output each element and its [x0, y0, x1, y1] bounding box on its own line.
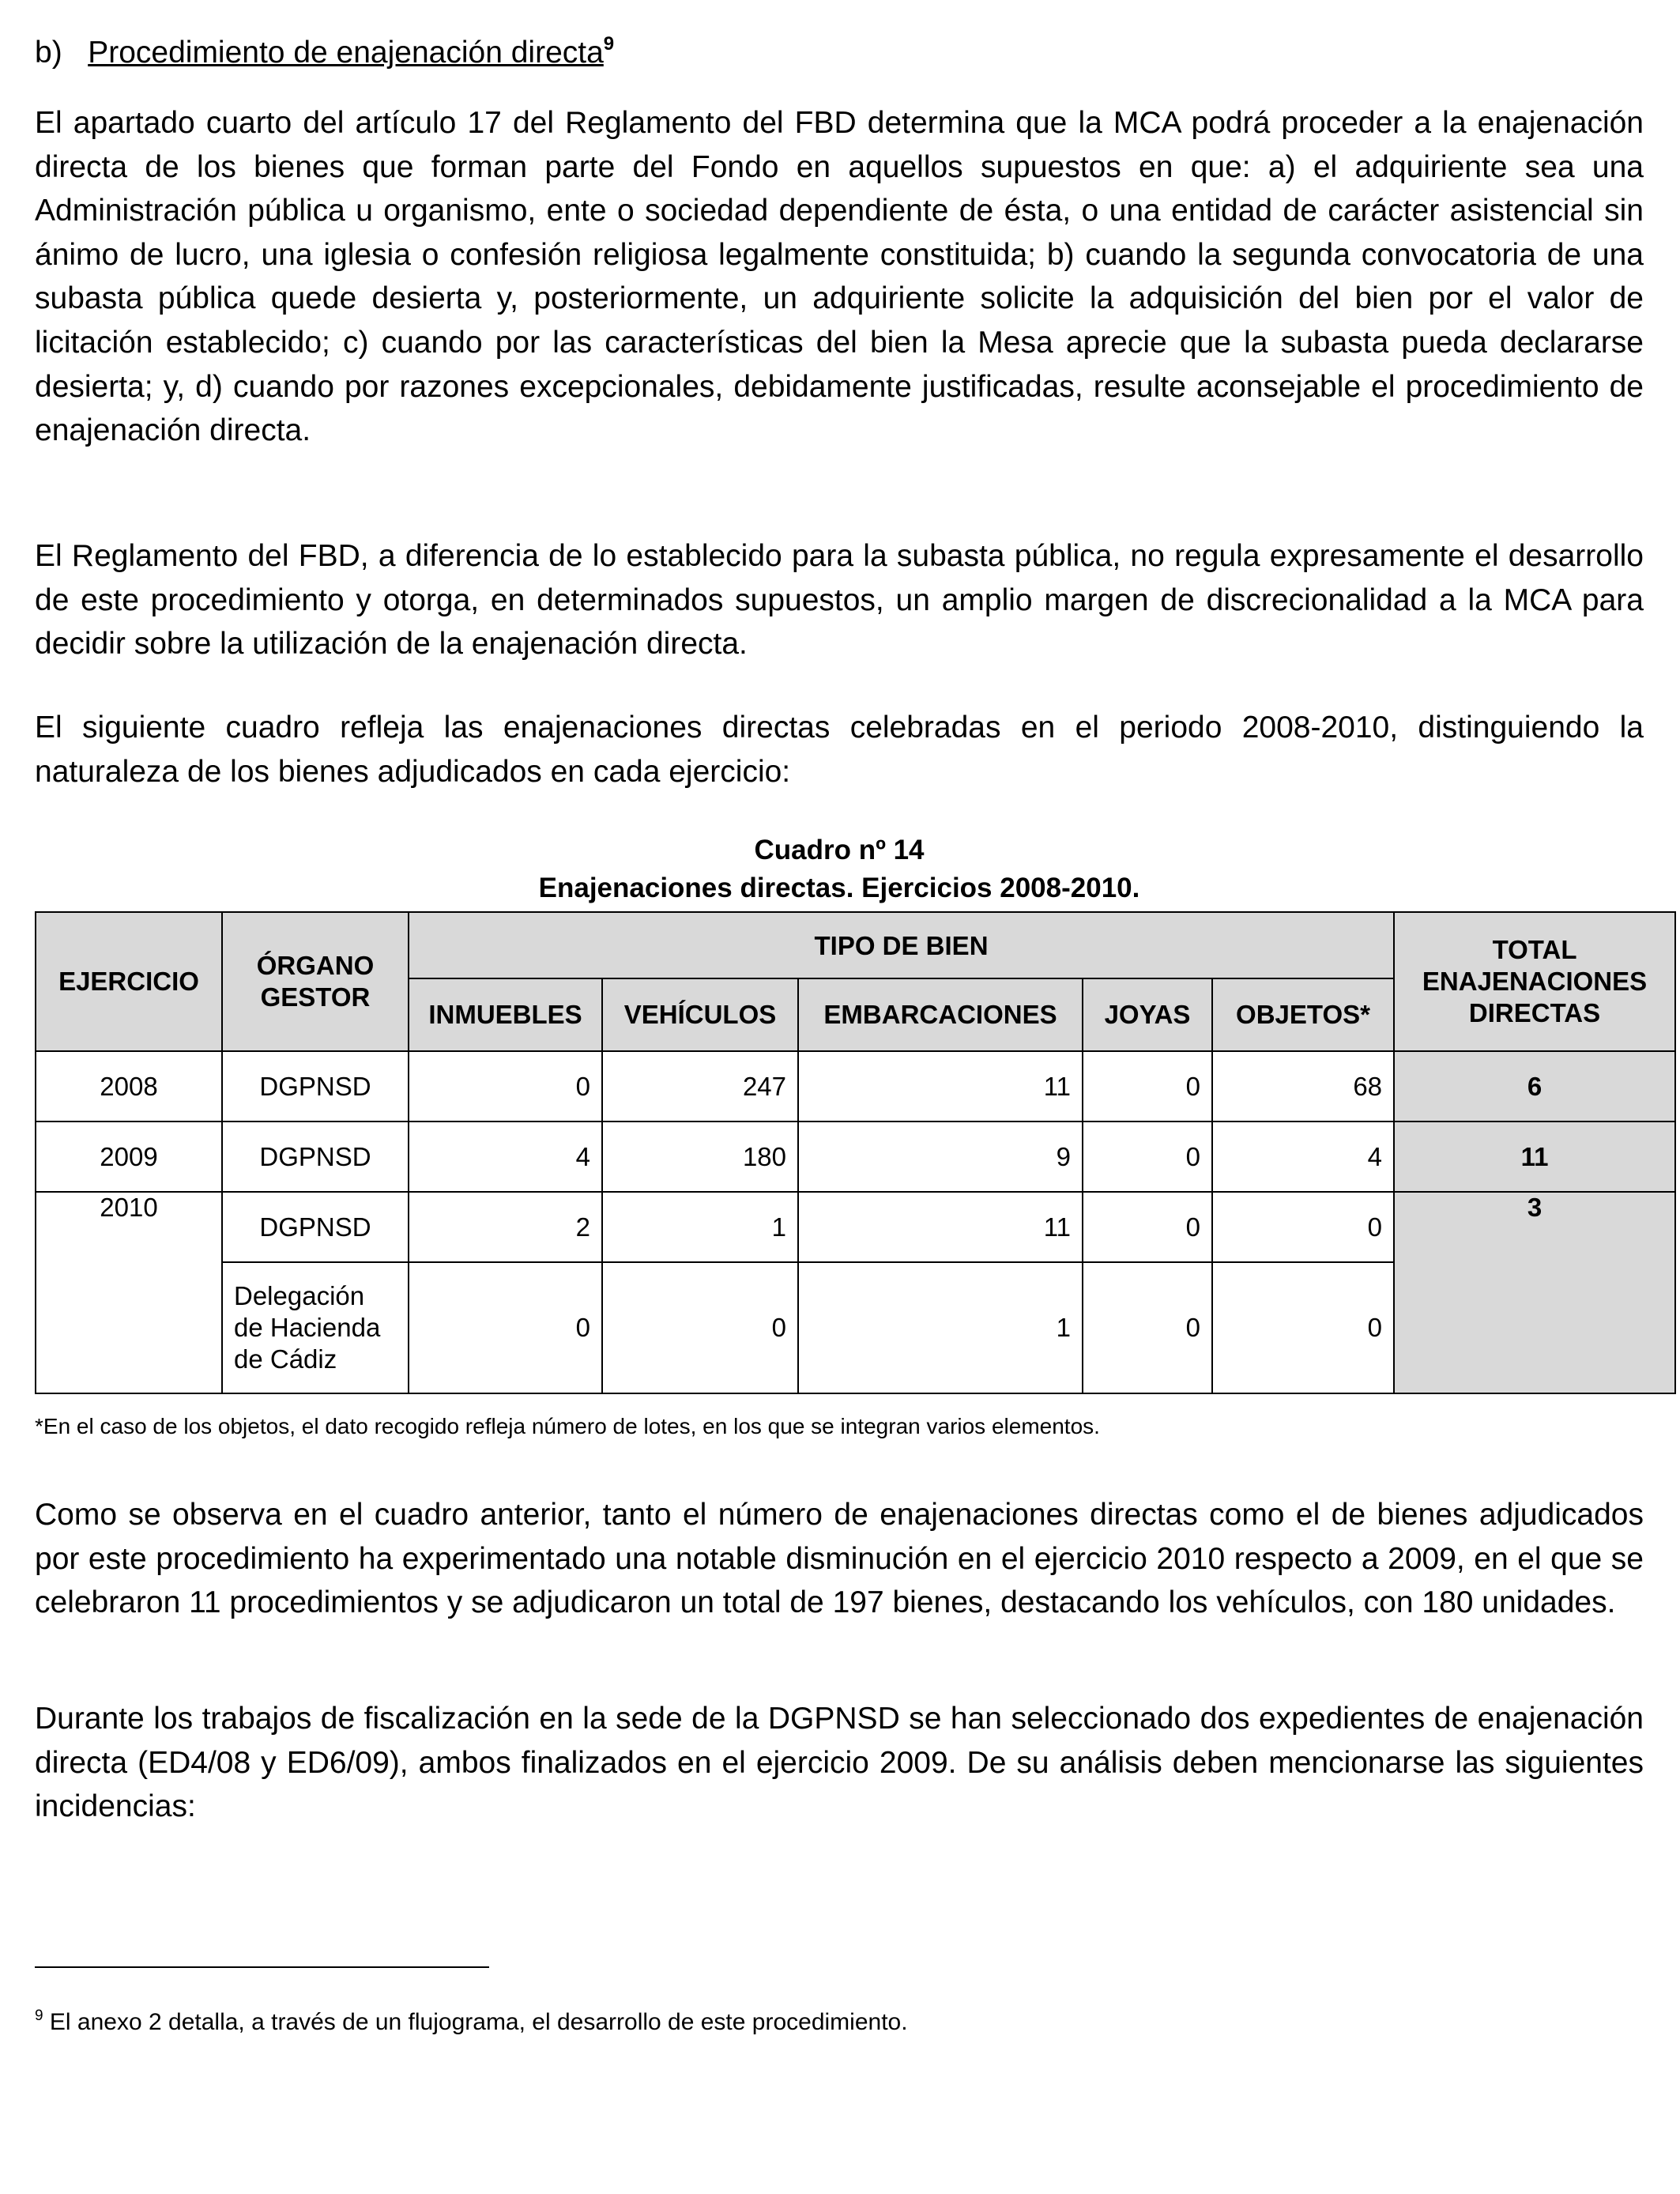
cell-inmuebles: 0	[409, 1051, 602, 1122]
cell-objetos: 68	[1212, 1051, 1394, 1122]
cell-embarcaciones: 1	[798, 1262, 1083, 1393]
table-row	[36, 1051, 1675, 1122]
header-objetos: OBJETOS*	[1212, 978, 1394, 1051]
cell-joyas: 0	[1083, 1122, 1212, 1192]
footnote-separator	[35, 1966, 489, 1968]
cell-vehiculos: 0	[602, 1262, 798, 1393]
table-title: Enajenaciones directas. Ejercicios 2008-2010.	[538, 873, 1140, 903]
header-organo: ÓRGANO GESTOR	[222, 912, 409, 1051]
cell-total: 11	[1394, 1122, 1675, 1192]
footnote-number: 9	[35, 2007, 43, 2024]
cell-year: 2008	[36, 1051, 222, 1122]
cell-objetos: 0	[1212, 1192, 1394, 1262]
section-heading	[35, 27, 614, 70]
footnote-ref[interactable]: 9	[603, 33, 615, 55]
cell-embarcaciones: 11	[798, 1192, 1083, 1262]
header-vehiculos: VEHÍCULOS	[602, 978, 798, 1051]
cell-inmuebles: 0	[409, 1262, 602, 1393]
header-embarcaciones: EMBARCACIONES	[798, 978, 1083, 1051]
cell-joyas: 0	[1083, 1051, 1212, 1122]
cell-total: 6	[1394, 1051, 1675, 1122]
cell-total: 3	[1394, 1192, 1675, 1393]
footnote	[35, 2000, 908, 2038]
table-note: *En el caso de los objetos, el dato recogido refleja número de lotes, en los que se integran varios elementos.	[35, 1414, 1100, 1438]
cell-vehiculos: 180	[602, 1122, 798, 1192]
cell-joyas: 0	[1083, 1262, 1212, 1393]
cell-year: 2010	[36, 1192, 222, 1393]
cell-embarcaciones: 11	[798, 1051, 1083, 1122]
header-tipo-bien: TIPO DE BIEN	[409, 912, 1394, 978]
table-row	[36, 1122, 1675, 1192]
cell-inmuebles: 4	[409, 1122, 602, 1192]
paragraph-incidences: Durante los trabajos de fiscalización en la sede de la DGPNSD se han seleccionado dos expedientes de enajenación directa (ED4/08 y ED6/09), ambos finalizados en el ejercicio 2009. De su análisis deben mencionarse las siguientes incidencias:	[35, 1702, 1644, 1824]
header-total: TOTAL ENAJENACIONES DIRECTAS	[1394, 912, 1675, 1051]
section-title: Procedimiento de enajenación directa	[88, 36, 604, 70]
cell-organo: DGPNSD	[222, 1051, 409, 1122]
cell-objetos: 0	[1212, 1262, 1394, 1393]
cell-objetos: 4	[1212, 1122, 1394, 1192]
table-row	[36, 1192, 1675, 1262]
table-number: Cuadro nº 14	[754, 835, 925, 865]
header-joyas: JOYAS	[1083, 978, 1212, 1051]
footnote-text: El anexo 2 detalla, a través de un flujograma, el desarrollo de este procedimiento.	[43, 2009, 908, 2035]
enajenaciones-table	[35, 911, 1676, 1394]
header-inmuebles: INMUEBLES	[409, 978, 602, 1051]
section-letter: b)	[35, 36, 62, 70]
cell-embarcaciones: 9	[798, 1122, 1083, 1192]
paragraph-table-intro: El siguiente cuadro refleja las enajenaciones directas celebradas en el periodo 2008-2010, distinguiendo la naturaleza de los bienes adjudicados en cada ejercicio:	[35, 711, 1644, 789]
header-ejercicio: EJERCICIO	[36, 912, 222, 1051]
cell-vehiculos: 247	[602, 1051, 798, 1122]
cell-inmuebles: 2	[409, 1192, 602, 1262]
paragraph-legal-basis: El apartado cuarto del artículo 17 del Reglamento del FBD determina que la MCA podrá proceder a la enajenación directa de los bienes que forman parte del Fondo en aquellos supuestos en que: a) el adquiriente sea una Administración pública u organismo, ente o sociedad dependiente de ésta, o una entidad de carácter asistencial sin ánimo de lucro, una iglesia o confesión religiosa legalmente constituida; b) cuando la segunda convocatoria de una subasta pública quede desierta y, posteriormente, un adquiriente solicite la adquisición del bien por el valor de licitación establecido; c) cuando por las características del bien la Mesa aprecie que la subasta pueda declararse desierta; y, d) cuando por razones excepcionales, debidamente justificadas, resulte aconsejable el procedimiento de enajenación directa.	[35, 106, 1644, 448]
cell-organo: Delegación de Hacienda de Cádiz	[222, 1262, 409, 1393]
cell-organo: DGPNSD	[222, 1122, 409, 1192]
cell-organo: DGPNSD	[222, 1192, 409, 1262]
cell-joyas: 0	[1083, 1192, 1212, 1262]
paragraph-analysis: Como se observa en el cuadro anterior, tanto el número de enajenaciones directas como el de bienes adjudicados por este procedimiento ha experimentado una notable disminución en el ejercicio 2010 respecto a 2009, en el que se celebraron 11 procedimientos y se adjudicaron un total de 197 bienes, destacando los vehículos, con 180 unidades.	[35, 1498, 1644, 1620]
cell-vehiculos: 1	[602, 1192, 798, 1262]
cell-year: 2009	[36, 1122, 222, 1192]
paragraph-regulation: El Reglamento del FBD, a diferencia de lo establecido para la subasta pública, no regula expresamente el desarrollo de este procedimiento y otorga, en determinados supuestos, un amplio margen de discrecionalidad a la MCA para decidir sobre la utilización de la enajenación directa.	[35, 539, 1644, 662]
